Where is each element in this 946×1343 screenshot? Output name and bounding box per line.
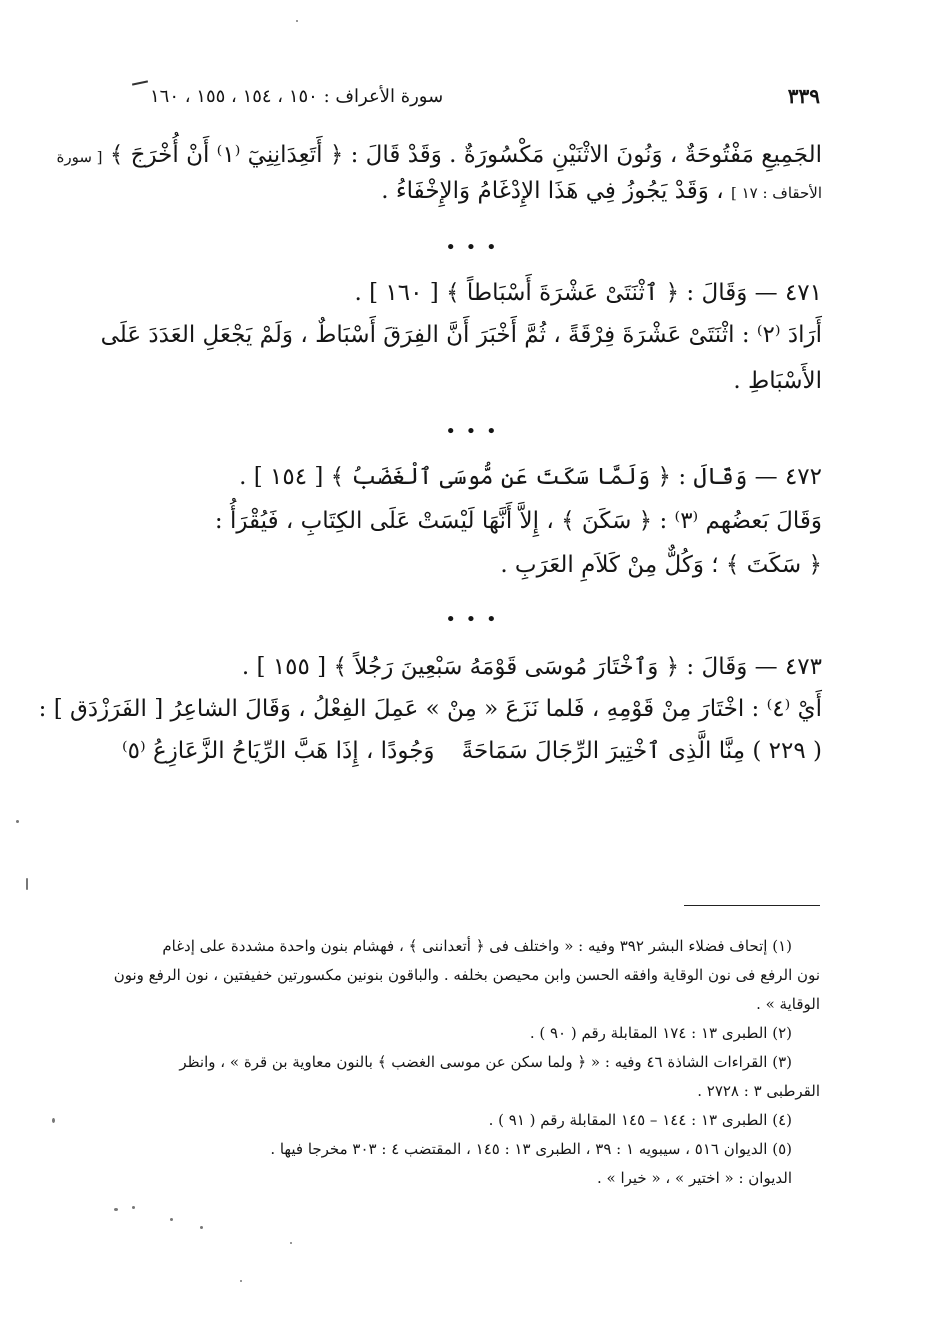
footnote-line: القرطبى ٣ : ٢٧٢٨ . (697, 1082, 820, 1100)
footnote-line: (٣) القراءات الشاذة ٤٦ وفيه : « ﴿ ولما سكن عن موسى الغضب ﴾ بالنون معاوية بن قرة » ، وانظر (179, 1053, 792, 1071)
intro-line-2-head: الأحقاف : ١٧ ] (730, 184, 822, 202)
poem-second-hemistich: وَجُودًا ، إِذَا هَبَّ الرِّيَاحُ الزَّعَازِعُ ⁽٥⁾ (122, 738, 435, 764)
footnote-line: (٢) الطبرى ١٣ : ١٧٤ المقابلة رقم ( ٩٠ ) . (529, 1024, 792, 1042)
footnote-line: الديوان : « اختير » ، « خيرا » . (596, 1169, 792, 1187)
footnote-line: (٤) الطبرى ١٣ : ١٤٤ – ١٤٥ المقابلة رقم ( ٩١ ) . (488, 1111, 792, 1129)
footnote-line: (٥) الديوان ٥١٦ ، سيبويه ١ : ٣٩ ، الطبرى ١٣ : ١٤٥ ، المقتضب ٤ : ٣٠٣ مخرجا فيها . (270, 1140, 792, 1158)
poem-verse (122, 734, 822, 768)
intro-line-1-tail: [ سورة (56, 148, 103, 166)
page-number: ٣٣٩ (787, 84, 820, 108)
page-header (150, 78, 820, 114)
footnotes (113, 932, 820, 1193)
entry-472-heading: ٤٧٢ — وَقَالَ : ﴿ وَلَمَّا سَكَتَ عَن مُّوسَى ٱلْغَضَبُ ﴾ [ ١٥٤ ] . (239, 464, 822, 490)
footnote-line: (١) إتحاف فضلاء البشر ٣٩٢ وفيه : « واختلف فى ﴿ أتعداننى ﴾ ، فهشام بنون واحدة مشددة على إدغام (162, 937, 792, 955)
entry-473-line-1: أَيْ ⁽٤⁾ : اخْتَارَ مِنْ قَوْمِهِ ، فَلما نَزَعَ « مِنْ » عَمِلَ الفِعْلُ ، وَقَالَ الشاعِرُ [ الفَرَزْدَق ] : (38, 696, 822, 722)
entry-472-line-2: ﴿ سَكَتَ ﴾ ؛ وَكُلٌّ مِنْ كَلاَمِ العَرَبِ . (500, 552, 822, 578)
running-title: سورة الأعراف : ١٥٠ ، ١٥٤ ، ١٥٥ ، ١٦٠ (150, 85, 444, 107)
section-separator: • • • (445, 237, 499, 258)
entry-471-line-2: الأَسْبَاطِ . (733, 368, 822, 394)
header-tick-mark (132, 80, 148, 85)
poem-number: ( ٢٢٩ ) (752, 738, 822, 764)
entry-472-line-1: وَقَالَ بَعضُهم ⁽٣⁾ : ﴿ سَكَنَ ﴾ ، إِلاَّ أَنَّهَا لَيْسَتْ عَلَى الكِتَابِ ، فَيُقْرَأُ : (214, 508, 822, 534)
main-text (38, 138, 822, 768)
intro-line-2: الأحقاف : ١٧ ] ، وَقَدْ يَجُوزُ فِي هَذَا الإِدْغَامُ وَالإِخْفَاءُ . (381, 178, 822, 204)
entry-471-line-1: أَرَادَ ⁽٢⁾ : اثْنَتَىْ عَشْرَةَ فِرْقَةً ، ثُمَّ أَخْبَرَ أَنَّ الفِرَقَ أَسْبَاطٌ ، وَلَمْ يَجْعَلِ العَدَدَ عَلَى (100, 322, 822, 348)
entry-471-heading: ٤٧١ — وَقَالَ : ﴿ ٱثْنَتَىْ عَشْرَةَ أَسْبَاطاً ﴾ [ ١٦٠ ] . (354, 280, 822, 306)
section-separator: • • • (445, 421, 499, 442)
entry-473-heading: ٤٧٣ — وَقَالَ : ﴿ وَٱخْتَارَ مُوسَى قَوْمَهُ سَبْعِينَ رَجُلاً ﴾ [ ١٥٥ ] . (241, 654, 822, 680)
intro-line-1: الجَمِيعِ مَفْتُوحَةٌ ، وَنُونَ الاثْنَيْنِ مَكْسُورَةٌ . وَقَدْ قَالَ : ﴿ أَتَعِدَانِنِيٓ ⁽١⁾ أَنْ أُخْرَجَ ﴾ [ سورة (56, 142, 822, 168)
footnote-line: نون الرفع فى نون الوقاية وافقه الحسن وابن محيصن بخلفه . والباقون بنونين مكسورتين خفيفتين ، نون الرفع ونون (113, 966, 820, 984)
poem-first-hemistich: ( ٢٢٩ ) مِنَّا الَّذِى ٱخْتِيرَ الرِّجَالَ سَمَاحَةً (461, 738, 822, 764)
section-separator: • • • (445, 609, 499, 630)
footnote-line: الوقاية » . (756, 995, 820, 1013)
footnote-rule (684, 905, 820, 906)
